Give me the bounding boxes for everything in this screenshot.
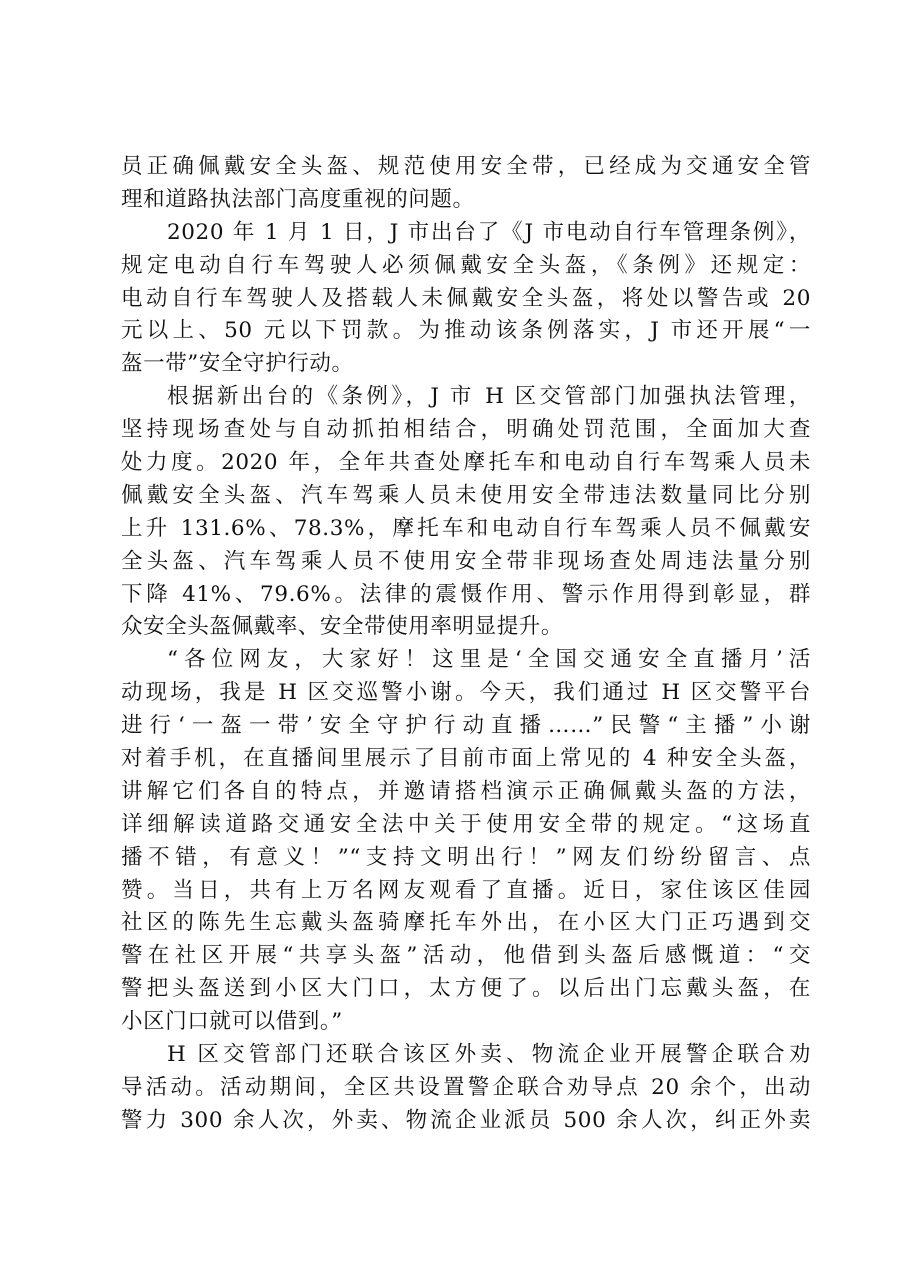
text-line: 导活动。活动期间，全区共设置警企联合劝导点 20 余个，出动 [121, 1074, 811, 1100]
text-line: 众安全头盔佩戴率、安全带使用率明显提升。 [121, 614, 564, 640]
text-line: 警把头盔送到小区大门口，太方便了。以后出门忘戴头盔，在 [121, 976, 811, 1002]
text-line: 动现场，我是 H 区交巡警小谢。今天，我们通过 H 区交警平台 [121, 680, 811, 706]
text-line: 电动自行车驾驶人及搭载人未佩戴安全头盔，将处以警告或 20 [121, 285, 811, 311]
text-line: 讲解它们各自的特点，并邀请搭档演示正确佩戴头盔的方法， [121, 778, 811, 804]
text-line: 赞。当日，共有上万名网友观看了直播。近日，家住该区佳园 [121, 877, 811, 903]
text-line: 坚持现场查处与自动抓拍相结合，明确处罚范围，全面加大查 [121, 417, 811, 443]
paragraph-first-line: H 区交管部门还联合该区外卖、物流企业开展警企联合劝 [167, 1042, 811, 1068]
paragraph-first-line: 根据新出台的《条例》，J 市 H 区交管部门加强执法管理， [167, 384, 811, 410]
text-line: 规定电动自行车驾驶人必须佩戴安全头盔，《条例》还规定： [121, 252, 811, 278]
text-line: 佩戴安全头盔、汽车驾乘人员未使用安全带违法数量同比分别 [121, 482, 811, 508]
paragraph-first-line: “各位网友，大家好！这里是‘全国交通安全直播月’活 [167, 647, 811, 673]
text-line: 全头盔、汽车驾乘人员不使用安全带非现场查处周违法量分别 [121, 548, 811, 574]
text-line: 上升 131.6%、78.3%，摩托车和电动自行车驾乘人员不佩戴安 [121, 515, 811, 541]
text-line: 盔一带”安全守护行动。 [121, 351, 354, 377]
text-line: 员正确佩戴安全头盔、规范使用安全带，已经成为交通安全管 [121, 154, 811, 179]
text-line: 进行‘一盔一带’安全守护行动直播……”民警“主播”小谢 [121, 713, 811, 739]
text-line: 对着手机，在直播间里展示了目前市面上常见的 4 种安全头盔， [121, 746, 811, 772]
paragraph-first-line: 2020 年 1 月 1 日，J 市出台了《J 市电动自行车管理条例》， [167, 219, 811, 245]
text-line: 详细解读道路交通安全法中关于使用安全带的规定。“这场直 [121, 811, 811, 837]
text-line: 警在社区开展“共享头盔”活动，他借到头盔后感慨道：“交 [121, 943, 811, 969]
text-line: 警力 300 余人次，外卖、物流企业派员 500 余人次，纠正外卖 [121, 1107, 811, 1133]
text-line: 社区的陈先生忘戴头盔骑摩托车外出，在小区大门正巧遇到交 [121, 910, 811, 936]
text-line: 播不错，有意义！”“支持文明出行！”网友们纷纷留言、点 [121, 844, 811, 870]
text-line: 理和道路执法部门高度重视的问题。 [121, 186, 475, 212]
text-line: 处力度。2020 年，全年共查处摩托车和电动自行车驾乘人员未 [121, 450, 811, 476]
document-body-text [121, 151, 811, 1138]
text-line: 下降 41%、79.6%。法律的震慑作用、警示作用得到彰显，群 [121, 581, 811, 607]
text-line: 小区门口就可以借到。” [121, 1009, 343, 1035]
text-line: 元以上、50 元以下罚款。为推动该条例落实，J 市还开展“一 [121, 318, 811, 344]
